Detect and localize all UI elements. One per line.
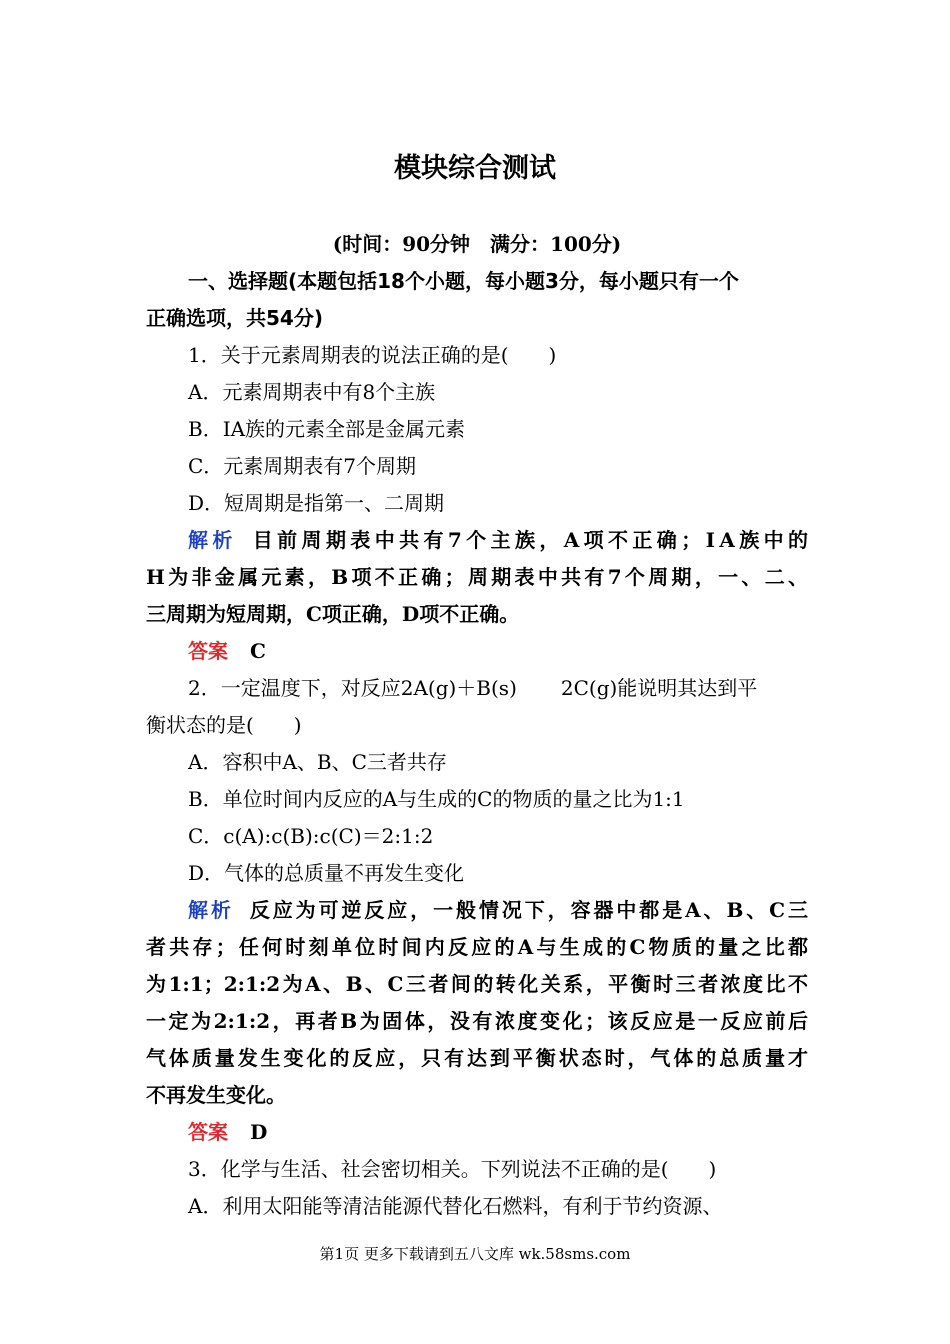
- document-body: [146, 226, 808, 1225]
- answer-value: D: [250, 1120, 268, 1144]
- analysis-text: 目前周期表中共有7个主族，A项不正确；ⅠA族中的: [252, 528, 808, 552]
- answer-label: 答案: [188, 1120, 228, 1144]
- question-2-option-d: D．气体的总质量不再发生变化: [188, 861, 465, 885]
- question-2-stem-part-1: 2．一定温度下，对反应2A(g)＋B(s): [188, 676, 517, 700]
- question-2-stem-line-2: 衡状态的是( ): [146, 713, 302, 737]
- question-1-option-d: D．短周期是指第一、二周期: [188, 491, 445, 515]
- question-1-answer: [146, 633, 808, 670]
- question-2-analysis-line-4: 一定为2:1:2，再者B为固体，没有浓度变化；该反应是一反应前后: [146, 1009, 808, 1033]
- question-2-analysis-line-2: 者共存；任何时刻单位时间内反应的A与生成的C物质的量之比都: [146, 935, 808, 959]
- question-1-option-a: A．元素周期表中有8个主族: [188, 380, 436, 404]
- answer-value: C: [250, 639, 266, 663]
- page-footer: 第1页 更多下载请到五八文库 wk.58sms.com: [319, 1245, 631, 1263]
- question-1-analysis-line-3: 三周期为短周期，C项正确，D项不正确。: [146, 602, 520, 626]
- question-1-option-b: B．ⅠA族的元素全部是金属元素: [188, 417, 466, 441]
- analysis-label: 解析: [188, 528, 237, 552]
- question-2-analysis-line-3: 为1:1；2:1:2为A、B、C三者间的转化关系，平衡时三者浓度比不: [146, 972, 808, 996]
- exam-meta: (时间：90分钟 满分：100分): [332, 232, 622, 256]
- question-2-option-b: B．单位时间内反应的A与生成的C的物质的量之比为1:1: [188, 787, 685, 811]
- analysis-label: 解析: [188, 898, 234, 922]
- question-2-stem-part-2: 2C(g)能说明其达到平: [560, 676, 758, 700]
- question-1-analysis-line-2: H为非金属元素，B项不正确；周期表中共有7个周期，一、二、: [146, 565, 808, 589]
- question-2-analysis-line-6: 不再发生变化。: [146, 1083, 286, 1107]
- question-1-analysis-line-1: [146, 522, 808, 559]
- question-1-option-c: C．元素周期表有7个周期: [188, 454, 417, 478]
- section-heading-line-1: 一、选择题(本题包括18个小题，每小题3分，每小题只有一个: [188, 269, 739, 293]
- question-2-option-c: C．c(A):c(B):c(C)＝2:1:2: [188, 824, 434, 848]
- analysis-text: 反应为可逆反应，一般情况下，容器中都是A、B、C三: [249, 898, 808, 922]
- answer-label: 答案: [188, 639, 228, 663]
- question-2-stem-line-1: [146, 670, 808, 707]
- question-2-option-a: A．容积中A、B、C三者共存: [188, 750, 447, 774]
- page-title: 模块综合测试: [394, 153, 556, 184]
- section-heading-line-2: 正确选项，共54分): [146, 306, 323, 330]
- question-1-stem: 1．关于元素周期表的说法正确的是( ): [188, 343, 557, 367]
- question-3-option-a: A．利用太阳能等清洁能源代替化石燃料，有利于节约资源、: [188, 1194, 723, 1218]
- question-3-stem: 3．化学与生活、社会密切相关。下列说法不正确的是( ): [188, 1157, 717, 1181]
- question-2-answer: [146, 1114, 808, 1151]
- question-2-analysis-line-5: 气体质量发生变化的反应，只有达到平衡状态时，气体的总质量才: [146, 1046, 808, 1070]
- question-2-analysis-line-1: [146, 892, 808, 929]
